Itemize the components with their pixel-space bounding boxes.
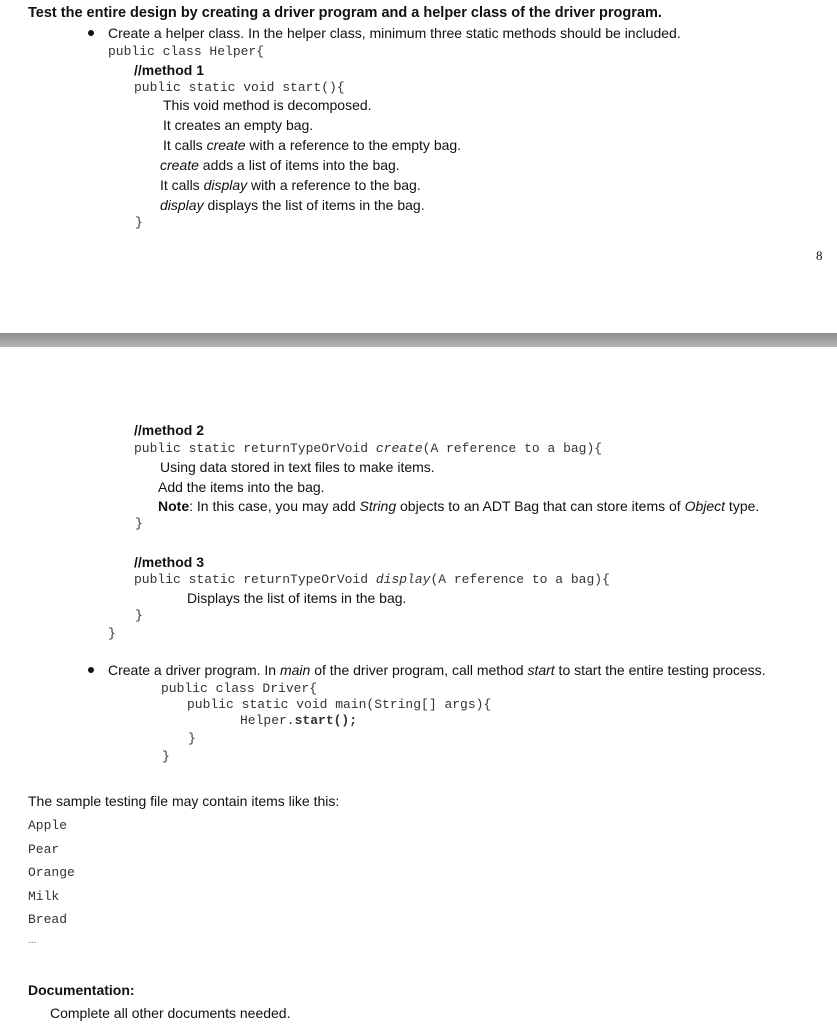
method1-line6-em: display — [160, 197, 204, 213]
bullet2-text-em2: start — [527, 662, 555, 678]
bullet1-text: Create a helper class. In the helper class, minimum three static methods should be included. — [108, 25, 681, 41]
driver-start-call — [240, 713, 357, 728]
bullet-marker — [88, 667, 94, 673]
method3-sig-em: display — [375, 572, 431, 587]
bullet2-text — [108, 662, 766, 678]
method2-note-em2: Object — [684, 498, 726, 514]
method2-line2: Add the items into the bag. — [158, 479, 325, 495]
sample-item: Pear — [28, 842, 60, 857]
page-heading: Test the entire design by creating a driver program and a helper class of the driver program. — [28, 5, 662, 21]
method2-comment: //method 2 — [134, 422, 205, 438]
method2-note-label: Note — [158, 498, 190, 514]
method1-line5-em: display — [203, 177, 248, 193]
method1-line6 — [160, 197, 425, 213]
driver-call-method: start(); — [294, 713, 358, 728]
method1-line6-post: displays the list of items in the bag. — [203, 197, 425, 213]
method1-line3-post: with a reference to the empty bag. — [245, 137, 462, 153]
method2-note-a: : In this case, you may add — [189, 498, 360, 514]
sample-item: Milk — [28, 889, 60, 904]
method3-line1: Displays the list of items in the bag. — [187, 590, 407, 606]
sample-item: Orange — [28, 865, 75, 880]
method1-line4 — [160, 157, 400, 173]
method1-line1: This void method is decomposed. — [163, 97, 372, 113]
method2-close: } — [135, 516, 143, 531]
method2-note-b: objects to an ADT Bag that can store items of — [396, 498, 685, 514]
method2-note-em1: String — [359, 498, 397, 514]
method1-line5-pre: It calls — [160, 177, 204, 193]
method3-sig-post: (A reference to a bag){ — [430, 572, 610, 587]
method1-line2: It creates an empty bag. — [163, 117, 314, 133]
method1-line4-post: adds a list of items into the bag. — [198, 157, 400, 173]
method1-close: } — [135, 215, 143, 230]
bullet2-text-em1: main — [279, 662, 311, 678]
sample-item: Apple — [28, 818, 68, 833]
method1-signature: public static void start(){ — [134, 80, 345, 95]
sample-ellipsis: ... — [28, 935, 37, 946]
sample-intro: The sample testing file may contain items like this: — [28, 793, 340, 809]
bullet2-text-pre: Create a driver program. In — [108, 662, 280, 678]
method2-line1: Using data stored in text files to make items. — [160, 459, 435, 475]
method2-sig-post: (A reference to a bag){ — [422, 441, 603, 456]
method2-sig-em: create — [375, 441, 423, 456]
helper-class-close: } — [108, 626, 116, 641]
bullet-marker — [88, 30, 94, 36]
method2-note — [158, 498, 759, 514]
method1-line5-post: with a reference to the bag. — [247, 177, 421, 193]
helper-class-decl: public class Helper{ — [108, 44, 265, 59]
method3-close: } — [135, 608, 143, 623]
bullet2-text-post: to start the entire testing process. — [554, 662, 766, 678]
method2-sig-pre: public static returnTypeOrVoid — [134, 441, 376, 456]
method1-line3-pre: It calls — [163, 137, 207, 153]
driver-main-signature: public static void main(String[] args){ — [187, 697, 492, 712]
page-number: 8 — [816, 248, 823, 263]
bullet2-text-mid: of the driver program, call method — [310, 662, 528, 678]
method1-line3-em: create — [206, 137, 246, 153]
method1-line5 — [160, 177, 421, 193]
driver-class-close: } — [162, 749, 170, 764]
sample-item: Bread — [28, 912, 68, 927]
method3-signature — [134, 572, 610, 587]
driver-call-obj: Helper. — [240, 713, 295, 728]
method1-line3 — [163, 137, 461, 153]
driver-class-decl: public class Driver{ — [161, 681, 318, 696]
method1-comment: //method 1 — [134, 62, 205, 78]
method3-comment: //method 3 — [134, 554, 205, 570]
documentation-title: Documentation: — [28, 982, 135, 998]
method3-sig-pre: public static returnTypeOrVoid — [134, 572, 376, 587]
method2-signature — [134, 441, 602, 456]
driver-main-close: } — [188, 731, 196, 746]
documentation-text: Complete all other documents needed. — [50, 1005, 291, 1021]
method2-note-c: type. — [725, 498, 760, 514]
page-separator — [0, 333, 837, 347]
method1-line4-em: create — [160, 157, 199, 173]
